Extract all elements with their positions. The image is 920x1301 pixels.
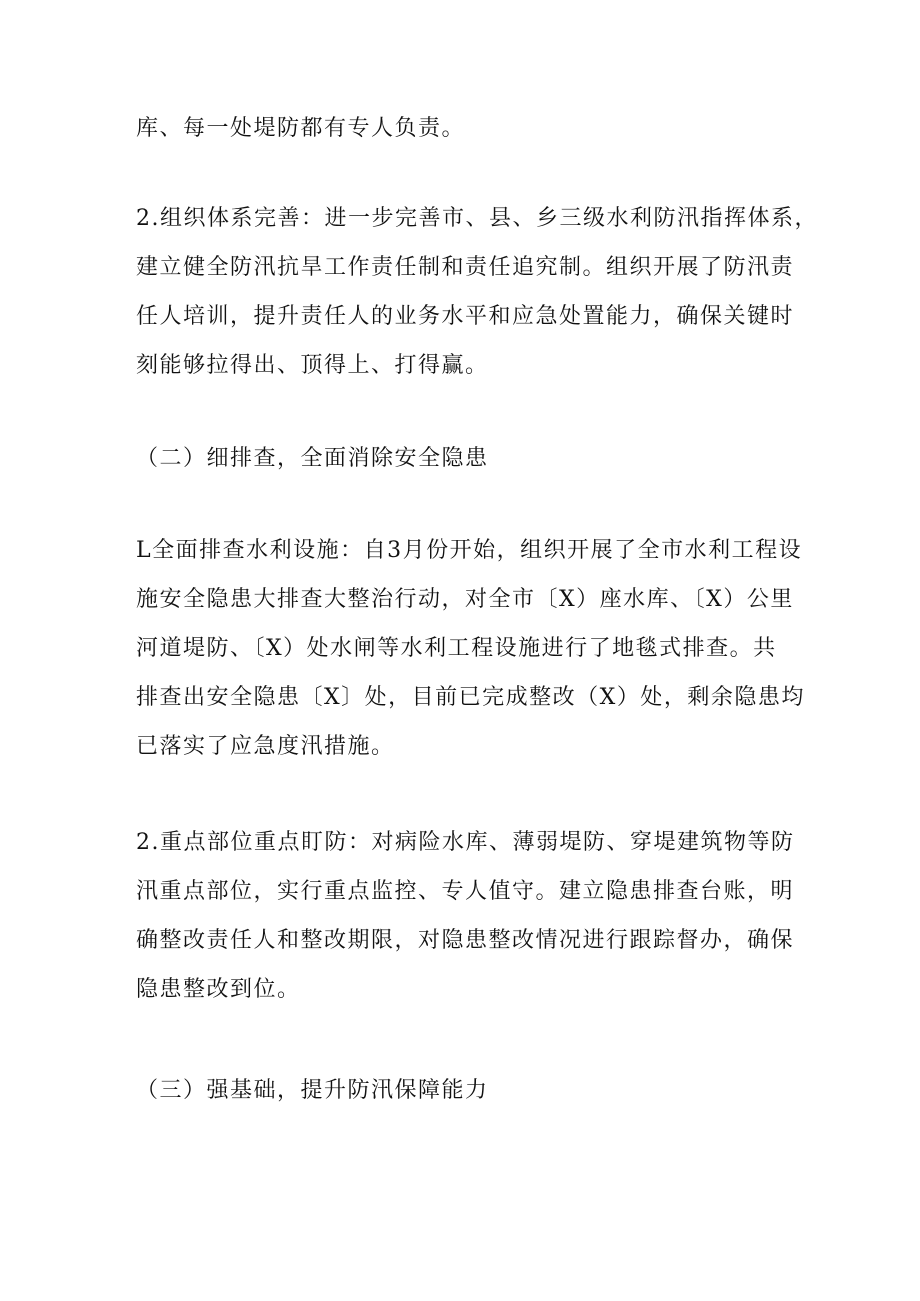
paragraph-facility-inspection (136, 526, 805, 771)
text-line: L全面排查水利设施：自3月份开始，组织开展了全市水利工程设 (136, 538, 803, 563)
text-line: 库、每一处堤防都有专人负责。 (136, 116, 466, 141)
text-line: 2.组织体系完善：进一步完善市、县、乡三级水利防汛指挥体系， (136, 206, 818, 231)
text-line: 河道堤防、〔X）处水闸等水利工程设施进行了地毯式排查。共 (136, 636, 777, 661)
text-line: 2.重点部位重点盯防：对病险水库、薄弱堤防、穿堤建筑物等防 (136, 830, 795, 855)
paragraph-key-sites (136, 818, 795, 1014)
text-line: 已落实了应急度汛措施。 (136, 734, 395, 759)
text-line: 施安全隐患大排查大整治行动，对全市〔X）座水库、〔X）公里 (136, 587, 794, 612)
text-line: 汛重点部位，实行重点监控、专人值守。建立隐患排查台账，明 (136, 879, 795, 904)
section-heading-2: （二）细排查，全面消除安全隐患 (136, 446, 489, 471)
paragraph-continuation (136, 104, 786, 153)
text-line: 隐患整改到位。 (136, 977, 301, 1002)
paragraph-organization-system (136, 194, 818, 390)
text-line: 刻能够拉得出、顶得上、打得赢。 (136, 353, 489, 378)
text-line: 建立健全防汛抗旱工作责任制和责任追究制。组织开展了防汛责 (136, 255, 795, 280)
text-line: 确整改责任人和整改期限，对隐患整改情况进行跟踪督办，确保 (136, 928, 795, 953)
text-line: 排查出安全隐患〔X〕处，目前已完成整改（X）处，剩余隐患均 (136, 685, 805, 710)
section-heading-3: （三）强基础，提升防汛保障能力 (136, 1078, 489, 1103)
text-line: 任人培训，提升责任人的业务水平和应急处置能力，确保关键时 (136, 304, 795, 329)
